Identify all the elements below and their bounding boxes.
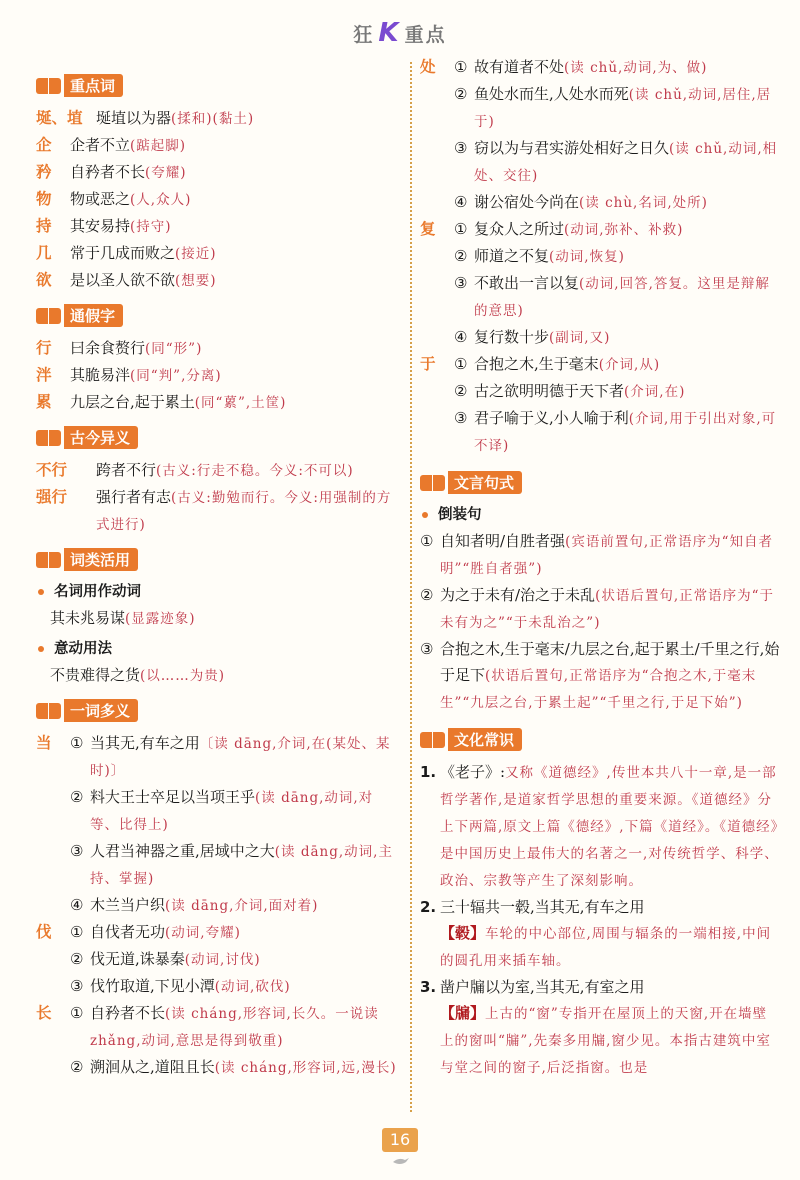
keyword: 物 [36,190,52,208]
header-right: 重点 [404,24,447,46]
section-header-whcs [420,728,780,751]
list-item [36,240,398,267]
note: (读 chǔ,动词,居住,居于) [474,87,772,130]
section-title: 文言句式 [448,471,522,494]
item-body: 上古的“窗”专指开在屋顶上的天窗,开在墙壁上的窗叫“牖”,先秦多用牖,窗少见。本指古建筑中室与堂之间的窗子,后泛指窗。也是 [440,1006,771,1076]
tjz-list [36,335,398,416]
culture-item [420,759,780,894]
term-bracket: 【毂】 [440,924,486,942]
sense-item [70,919,398,946]
list-item [36,389,398,416]
example-text: 当其无,有车之用 [90,734,200,752]
keyword: 欲 [36,271,52,289]
list-item [36,105,398,132]
sense-number: ① [70,734,84,752]
sense-item [454,405,780,459]
example-text: 自伐者无功 [90,923,166,941]
sense-number: ① [454,58,468,76]
example-text: 复众人之所过 [474,220,565,238]
note: (动词,恢复) [549,249,625,265]
example-text: 故有道者不处 [474,58,565,76]
note: (接近) [175,246,217,262]
sentence-item [420,582,780,636]
item-head: 三十辐共一毂,当其无,有车之用 [440,898,645,916]
sense-item [454,189,780,216]
example-text: 企者不立 [70,136,131,154]
keyword: 于 [420,355,436,373]
note: (介词,用于引出对象,可不译) [474,411,777,454]
note: (读 cháng,形容词,长久。一说读 zhǎng,动词,意思是得到敬重) [90,1006,379,1049]
example-text: 自知者明/自胜者强 [440,532,566,550]
section-header-wyjs [420,471,780,494]
list-item [36,335,398,362]
bullet-label: 倒装句 [438,507,482,523]
sense-item [454,378,780,405]
polysemy-entry [420,54,780,216]
note: (介词,从) [598,357,661,373]
sense-number: ② [70,788,84,806]
section-header-zdc [36,74,398,97]
example-text: 其脆易泮 [70,366,131,384]
sense-number: ① [454,355,468,373]
note: (动词,弥补、补救) [564,222,684,238]
example-text: 跨者不行 [96,461,157,479]
term-bracket: 【牖】 [440,1004,486,1022]
note: (古义:行走不稳。今义:不可以) [156,463,354,479]
note: (宾语前置句,正常语序为“知自者明”“胜自者强”) [440,534,774,577]
sense-number: ② [70,950,84,968]
book-icon [36,550,62,570]
example-text: 窃以为与君实游处相好之日久 [474,139,670,157]
book-icon [420,473,446,493]
polysemy-entry [420,216,780,351]
list-item [36,186,398,213]
section-title: 通假字 [64,304,123,327]
note: (持守) [130,219,172,235]
sense-item [454,54,780,81]
sense-number: ③ [70,977,84,995]
sense-number: ① [454,220,468,238]
section-title: 文化常识 [448,728,522,751]
item-head: 《老子》: [440,763,506,781]
example-text: 伐无道,诛暴秦 [90,950,185,968]
sense-item [70,946,398,973]
note: (读 dāng,动词,对等、比得上) [90,790,374,833]
list-item [36,484,398,538]
keyword: 处 [420,58,436,76]
note: (想要) [175,273,217,289]
note: (显露迹象) [125,611,196,627]
sense-item [70,973,398,1000]
example-text: 伐竹取道,下见小潭 [90,977,215,995]
sense-item [454,324,780,351]
sense-number: ④ [454,328,468,346]
left-column [36,66,398,1081]
example-text: 谢公宿处今尚在 [474,193,580,211]
keyword: 矜 [36,163,52,181]
note: (读 cháng,形容词,远,漫长) [214,1060,397,1076]
sense-item [70,1000,398,1054]
note: (以……为贵) [140,668,226,684]
sense-number: ① [70,923,84,941]
example-text: 木兰当户织 [90,896,166,914]
bullet-dot-icon [422,512,428,518]
example-text: 君子喻于义,小人喻于利 [474,409,629,427]
sense-number: ③ [70,842,84,860]
list-item [36,362,398,389]
polysemy-entry [36,730,398,919]
note: (读 chǔ,动词,相处、交往) [474,141,778,184]
ycdy-right-list [420,54,780,459]
note: (动词,夸耀) [165,925,241,941]
item-body: 又称《道德经》,传世本共八十一章,是一部哲学著作,是道家哲学思想的重要来源。《道德经》分上下两篇,原文上篇《德经》,下篇《道经》。《道德经》是中国历史上最伟大的名著之一,对传统哲学、科学、政治、宗教等产生了深刻影响。 [440,765,779,889]
note: (人,众人) [130,192,192,208]
bullet-dot-icon [38,589,44,595]
example-text: 料大王士卒足以当项王乎 [90,788,256,806]
example-text: 为之于未有/治之于未乱 [440,586,596,604]
keyword: 当 [36,734,52,752]
book-icon [36,428,62,448]
sense-item [70,784,398,838]
note: (揉和)(黏土) [171,111,255,127]
sense-item [454,270,780,324]
sense-item [70,892,398,919]
bullet-label: 名词用作动词 [54,584,141,600]
culture-item [420,894,780,920]
list-item [36,457,398,484]
sense-number: ② [70,1058,84,1076]
section-header-tjz [36,304,398,327]
example-text: 不敢出一言以复 [474,274,580,292]
page-header [0,18,800,48]
example-text: 其安易持 [70,217,131,235]
sense-number: ③ [454,274,468,292]
sense-number: ③ [454,139,468,157]
wyjs-list [420,502,780,716]
sense-number: ④ [70,896,84,914]
example-text: 埏埴以为器 [96,109,172,127]
example-text: 其未兆易谋 [50,609,126,627]
bullet-label: 意动用法 [54,641,112,657]
item-number: ③ [420,640,434,658]
keyword: 持 [36,217,52,235]
example-text: 曰余食赘行 [70,339,146,357]
example-text: 不贵难得之货 [50,666,141,684]
item-body: 车轮的中心部位,周围与辐条的一端相接,中间的圆孔用来插车轴。 [440,926,772,969]
book-icon [36,306,62,326]
keyword: 不行 [36,461,68,479]
note: (夸耀) [145,165,187,181]
polysemy-entry [36,1000,398,1081]
list-item [36,267,398,294]
example-text: 常于几成而败之 [70,244,176,262]
example-text: 自矜者不长 [90,1004,166,1022]
note: (读 chǔ,动词,为、做) [564,60,708,76]
note: (副词,又) [549,330,611,346]
sense-item [454,216,780,243]
sense-number: ③ [454,409,468,427]
sense-item [454,351,780,378]
keyword: 企 [36,136,52,154]
zdc-list [36,105,398,294]
note: (动词,回答,答复。这里是辩解的意思) [474,276,770,319]
keyword: 累 [36,393,52,411]
example-text: 复行数十步 [474,328,550,346]
bullet-dot-icon [38,646,44,652]
sense-item [70,838,398,892]
culture-note [420,920,780,974]
whcs-list [420,759,780,1081]
example-text: 九层之台,起于累土 [70,393,195,411]
note: (介词,在) [624,384,686,400]
right-column [420,54,780,1081]
section-title: 词类活用 [64,548,138,571]
keyword: 几 [36,244,52,262]
example-text: 古之欲明明德于天下者 [474,382,625,400]
keyword: 埏、埴 [36,109,83,127]
example-text: 合抱之木,生于毫末 [474,355,599,373]
sense-number: ② [454,247,468,265]
page-number: 16 [382,1128,418,1152]
bullet-heading [36,636,398,662]
example-text: 溯洄从之,道阻且长 [90,1058,215,1076]
example-text: 物或恶之 [70,190,131,208]
sense-number: ① [70,1004,84,1022]
item-number: ② [420,586,434,604]
clhy-group [36,579,398,689]
example-text: 自矜者不长 [70,163,146,181]
section-title: 重点词 [64,74,123,97]
keyword: 泮 [36,366,52,384]
header-k-logo: K [378,18,401,48]
keyword: 长 [36,1004,52,1022]
item-number: 3. [420,978,437,996]
culture-note [420,1000,780,1081]
sense-number: ② [454,85,468,103]
list-item [36,159,398,186]
gjyy-list [36,457,398,538]
list-item [36,213,398,240]
sense-number: ④ [454,193,468,211]
note: (读 dāng,介词,面对着) [165,898,319,914]
sense-item [454,81,780,135]
example-line [36,605,398,632]
book-icon [420,730,446,750]
keyword: 强行 [36,488,68,506]
example-text: 合抱之木,生于毫末/九层之台,起于累土/千里之行,始于足下 [440,640,780,684]
example-text: 鱼处水而生,人处水而死 [474,85,629,103]
section-title: 古今异义 [64,426,138,449]
example-text: 是以圣人欲不欲 [70,271,176,289]
example-line [36,662,398,689]
section-header-ycdy [36,699,398,722]
section-header-gjyy [36,426,398,449]
item-number: 1. [420,763,437,781]
sense-item [454,243,780,270]
sense-item [454,135,780,189]
note: (踮起脚) [130,138,187,154]
note: (同“判”,分离) [130,368,222,384]
section-title: 一词多义 [64,699,138,722]
example-text: 强行者有志 [96,488,172,506]
example-text: 师道之不复 [474,247,550,265]
bird-ornament-icon [391,1156,411,1166]
note: (读 chù,名词,处所) [579,195,708,211]
culture-item [420,974,780,1000]
header-left: 狂 [353,24,375,46]
book-icon [36,701,62,721]
list-item [36,132,398,159]
column-divider [410,62,412,1112]
sense-number: ② [454,382,468,400]
note: (同“形”) [145,341,203,357]
note: (状语后置句,正常语序为“合抱之木,于毫末生”“九层之台,于累土起”“千里之行,于足下始”) [440,668,757,711]
sentence-item [420,528,780,582]
item-number: 2. [420,898,437,916]
sense-item [70,730,398,784]
note: (状语后置句,正常语序为“于未有为之”“于未乱治之”) [440,588,775,631]
note: 〔读 dāng,介词,在(某处、某时)〕 [90,736,391,779]
note: (读 dāng,动词,主持、掌握) [90,844,393,887]
bullet-heading [420,502,780,528]
item-head: 凿户牖以为室,当其无,有室之用 [440,978,645,996]
bullet-heading [36,579,398,605]
polysemy-entry [420,351,780,459]
ycdy-left-list [36,730,398,1081]
note: (动词,讨伐) [184,952,261,968]
polysemy-entry [36,919,398,1000]
keyword: 复 [420,220,436,238]
note: (古义:勤勉而行。今义:用强制的方式进行) [96,490,392,533]
book-icon [36,76,62,96]
keyword: 伐 [36,923,52,941]
sense-item [70,1054,398,1081]
note: (同“蔂”,土筐) [194,395,287,411]
item-number: ① [420,532,434,550]
section-header-clhy [36,548,398,571]
note: (动词,砍伐) [214,979,291,995]
sentence-item [420,636,780,716]
keyword: 行 [36,339,52,357]
example-text: 人君当神器之重,居域中之大 [90,842,275,860]
